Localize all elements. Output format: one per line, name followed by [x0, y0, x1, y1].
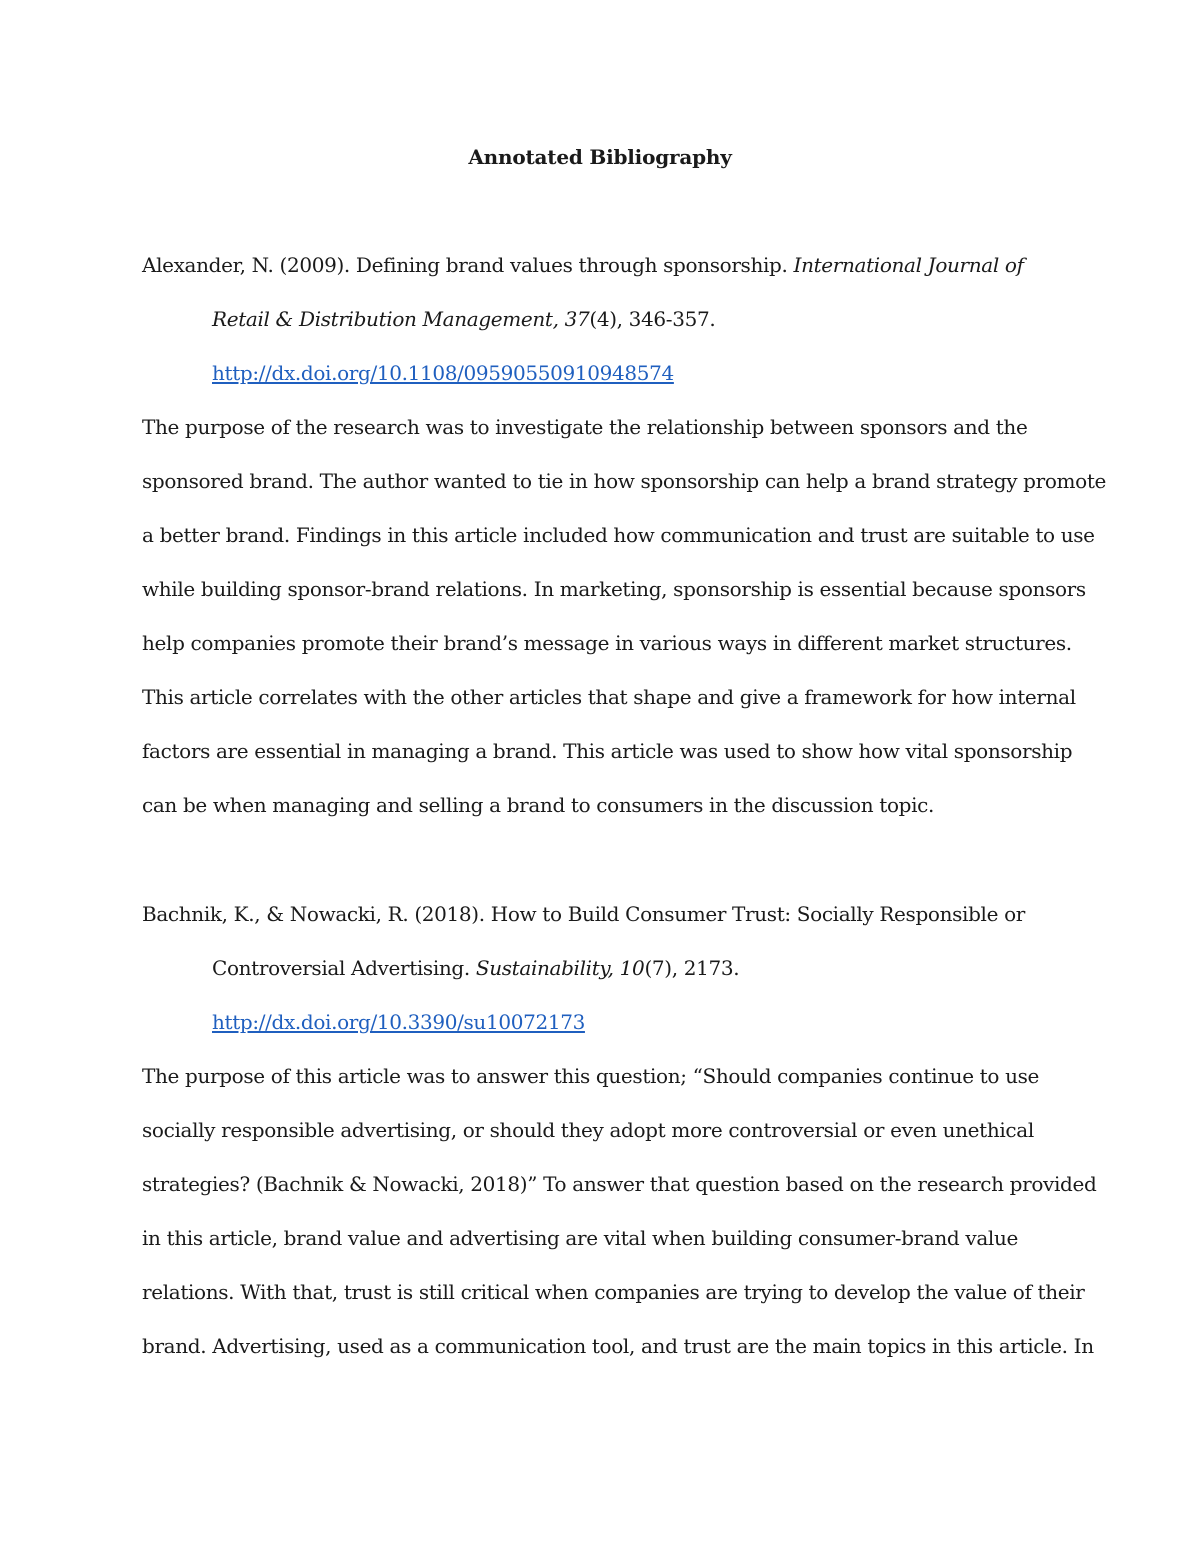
citation-2-issue-pages: (7), 2173.	[644, 956, 740, 980]
citation-2-title-cont: Controversial Advertising.	[212, 956, 476, 980]
annotation-1-line: The purpose of the research was to investigate the relationship between sponsors and the	[142, 415, 1028, 439]
annotation-2-line: brand. Advertising, used as a communication tool, and trust are the main topics in this article. In	[142, 1334, 1094, 1358]
annotation-2-line: relations. With that, trust is still critical when companies are trying to develop the value of their	[142, 1280, 1085, 1304]
citation-1-line-2	[212, 304, 715, 334]
citation-2-line-1: Bachnik, K., & Nowacki, R. (2018). How to Build Consumer Trust: Socially Responsible or	[142, 902, 1025, 926]
annotation-1-line: help companies promote their brand’s message in various ways in different market structures.	[142, 631, 1072, 655]
citation-1-line-3	[212, 358, 674, 388]
annotation-1-line: can be when managing and selling a brand to consumers in the discussion topic.	[142, 793, 934, 817]
document-title: Annotated Bibliography	[468, 145, 732, 169]
annotation-1-line: sponsored brand. The author wanted to tie in how sponsorship can help a brand strategy promote	[142, 469, 1106, 493]
citation-2-line-2	[212, 953, 739, 983]
citation-1-authors-title: Alexander, N. (2009). Defining brand values through sponsorship.	[142, 253, 794, 277]
citation-2-journal: Sustainability, 10	[475, 956, 645, 980]
annotation-1-line: while building sponsor-brand relations. In marketing, sponsorship is essential because sponsors	[142, 577, 1086, 601]
annotation-1-line: This article correlates with the other articles that shape and give a framework for how internal	[142, 685, 1076, 709]
citation-1-doi-link[interactable]: http://dx.doi.org/10.1108/09590550910948574	[212, 361, 674, 385]
annotation-1-line: a better brand. Findings in this article included how communication and trust are suitable to use	[142, 523, 1095, 547]
citation-1-journal-cont: Retail & Distribution Management, 37	[212, 307, 590, 331]
citation-2-line-3	[212, 1007, 585, 1037]
annotation-1-line: factors are essential in managing a brand. This article was used to show how vital sponsorship	[142, 739, 1073, 763]
annotation-2-line: in this article, brand value and advertising are vital when building consumer-brand value	[142, 1226, 1018, 1250]
annotation-2-line: The purpose of this article was to answer this question; “Should companies continue to use	[142, 1064, 1039, 1088]
citation-2-doi-link[interactable]: http://dx.doi.org/10.3390/su10072173	[212, 1010, 585, 1034]
annotation-2-line: socially responsible advertising, or should they adopt more controversial or even unethical	[142, 1118, 1034, 1142]
annotation-2-line: strategies? (Bachnik & Nowacki, 2018)” To answer that question based on the research provided	[142, 1172, 1097, 1196]
citation-1-line-1	[142, 250, 1024, 280]
citation-1-issue-pages: (4), 346-357.	[589, 307, 716, 331]
citation-1-journal: International Journal of	[793, 253, 1024, 277]
